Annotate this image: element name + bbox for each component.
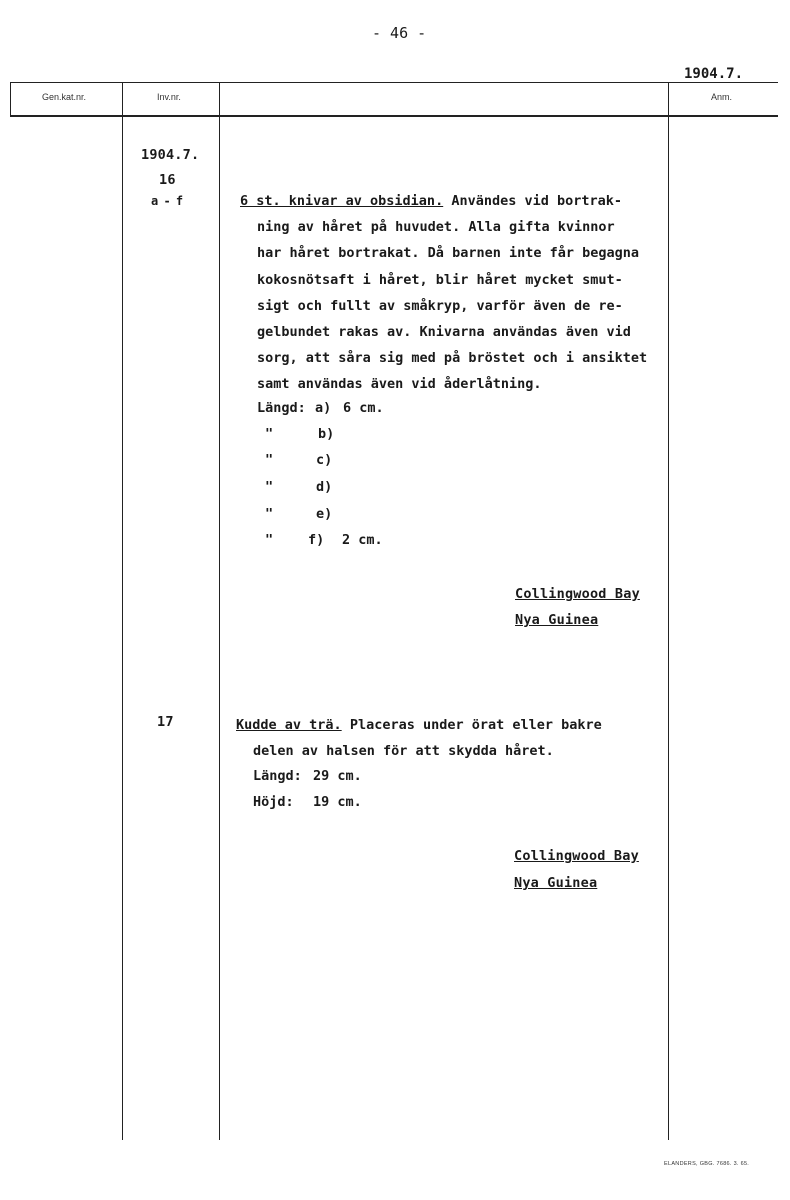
header-top-rule	[10, 82, 778, 83]
entry-title: Kudde av trä.	[236, 717, 342, 733]
measure-label: Längd:	[253, 768, 302, 784]
entry-subletters: a - f	[151, 194, 183, 208]
column-header-anm: Anm.	[711, 92, 733, 102]
measure-letter: a)	[315, 400, 332, 416]
description-line: Placeras under örat eller bakre	[349, 717, 602, 733]
printer-mark: ELANDERS, GBG. 7686. 3. 65.	[664, 1161, 750, 1167]
description-line: samt användas även vid åderlåtning.	[257, 376, 542, 393]
entry-title: 6 st. knivar av obsidian.	[240, 193, 444, 209]
ditto-mark: "	[265, 506, 274, 522]
ditto-mark: "	[265, 532, 274, 548]
column-header-gen-kat-nr: Gen.kat.nr.	[42, 92, 87, 102]
measure-label: Längd:	[257, 400, 306, 416]
ditto-mark: "	[265, 452, 274, 468]
measure-value: 19 cm.	[313, 794, 362, 810]
entry-accession: 1904.7.	[141, 147, 200, 163]
locality: Collingwood Bay	[515, 586, 640, 602]
measure-value: 2 cm.	[342, 532, 383, 548]
region: Nya Guinea	[515, 612, 599, 628]
column-divider-2	[122, 82, 123, 1140]
region: Nya Guinea	[514, 875, 598, 891]
description-line: delen av halsen för att skydda håret.	[253, 743, 554, 760]
description-line: sorg, att såra sig med på bröstet och i ansiktet	[257, 350, 648, 367]
measure-letter: b)	[318, 426, 335, 442]
measure-letter: f)	[308, 532, 325, 548]
description-line: kokosnötsaft i håret, blir håret mycket smut-	[257, 271, 623, 288]
entry-description	[240, 188, 670, 398]
header-bottom-rule	[10, 115, 778, 117]
measure-label: Höjd:	[253, 794, 294, 810]
ditto-mark: "	[265, 479, 274, 495]
page-number: - 46 -	[372, 24, 427, 42]
measure-value: 6 cm.	[343, 400, 384, 416]
description-line: har håret bortrakat. Då barnen inte får begagna	[257, 245, 640, 262]
accession-header: 1904.7.	[684, 66, 744, 82]
description-line: gelbundet rakas av. Knivarna användas även vid	[257, 324, 631, 341]
measure-value: 29 cm.	[313, 768, 362, 784]
measure-letter: e)	[316, 506, 333, 522]
entry-number: 17	[157, 714, 174, 730]
column-divider-1	[10, 82, 11, 116]
measure-letter: c)	[316, 452, 333, 468]
column-header-inv-nr: Inv.nr.	[157, 92, 181, 102]
locality: Collingwood Bay	[514, 848, 639, 864]
column-divider-3	[219, 82, 220, 1140]
ditto-mark: "	[265, 426, 274, 442]
entry-number: 16	[159, 172, 176, 188]
measure-letter: d)	[316, 479, 333, 495]
description-line: Användes vid bortrak-	[451, 193, 623, 209]
entry-description	[236, 712, 666, 764]
description-line: sigt och fullt av småkryp, varför även de re-	[257, 297, 623, 314]
description-line: ning av håret på huvudet. Alla gifta kvinnor	[257, 219, 615, 236]
